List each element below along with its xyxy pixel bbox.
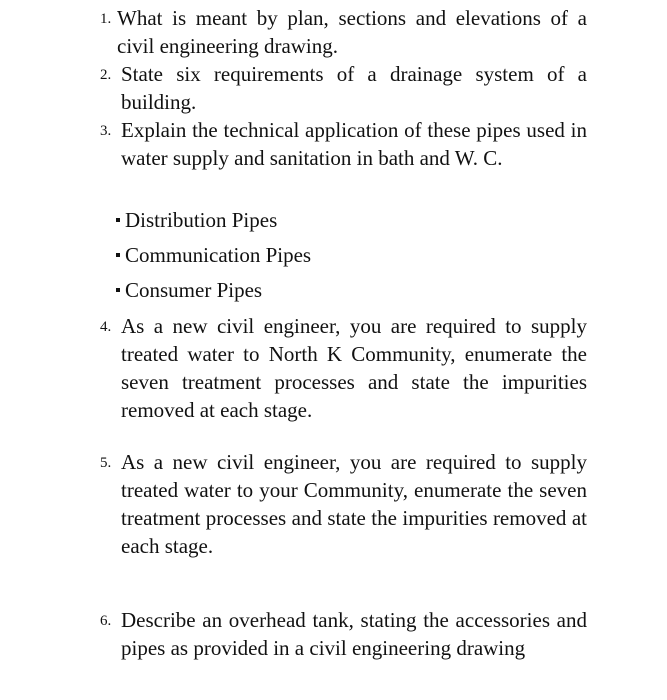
question-number: 1. xyxy=(100,11,112,27)
question-text: What is meant by plan, sections and elevations of a civil engineering drawing. xyxy=(117,6,587,58)
question-number: 3. xyxy=(100,123,112,139)
list-item xyxy=(116,206,277,234)
question-text: Describe an overhead tank, stating the accessories and pipes as provided in a civil engineering drawing xyxy=(121,608,587,660)
question-number: 2. xyxy=(100,67,112,83)
list-item xyxy=(116,241,311,269)
question-text: Explain the technical application of these pipes used in water supply and sanitation in bath and W. C. xyxy=(121,118,587,170)
question-number: 5. xyxy=(100,455,112,471)
question-text: State six requirements of a drainage system of a building. xyxy=(121,62,587,114)
pipe-label: Consumer Pipes xyxy=(125,278,263,302)
bullet-icon xyxy=(116,253,120,257)
list-item xyxy=(116,276,262,304)
question-number: 6. xyxy=(100,613,112,629)
bullet-icon xyxy=(116,218,120,222)
pipe-label: Communication Pipes xyxy=(125,243,312,267)
question-number: 4. xyxy=(100,319,112,335)
bullet-icon xyxy=(116,288,120,292)
question-text: As a new civil engineer, you are required to supply treated water to your Community, enumerate the seven treatment processes and state the impurities removed at each stage. xyxy=(121,450,587,558)
question-text: As a new civil engineer, you are required to supply treated water to North K Community, enumerate the seven treatment processes and state the impurities removed at each stage. xyxy=(121,314,587,422)
pipe-label: Distribution Pipes xyxy=(125,208,278,232)
